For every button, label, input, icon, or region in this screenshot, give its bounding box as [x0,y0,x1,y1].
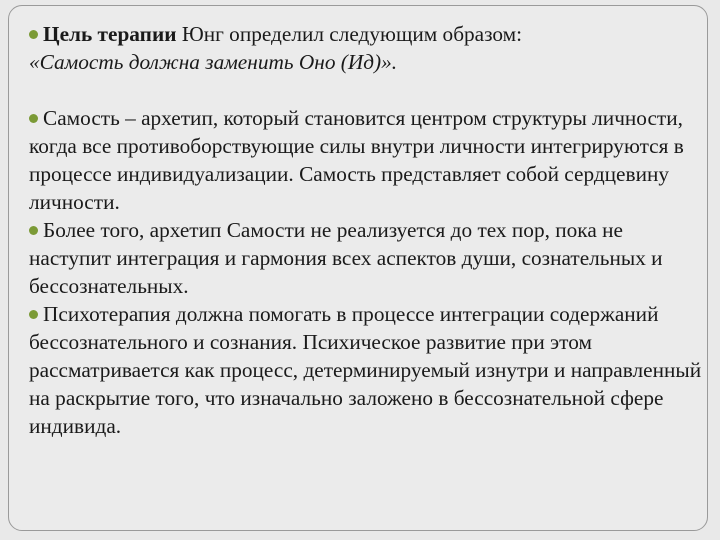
paragraph-spacer [29,76,705,104]
slide-frame [8,5,708,531]
therapy-goal-quote: «Самость должна заменить Оно (Ид)». [29,50,398,74]
slide-content [29,20,705,440]
bullet-icon [29,310,38,319]
paragraph-therapy-goal [29,20,705,76]
paragraph-integration [29,216,705,300]
psychotherapy-text: Психотерапия должна помогать в процессе интеграции содержаний бессознательного и сознания. Психическое развитие при этом рассматривается как процесс, детерминируемый изнутри и направленный на раскрытие того, что изначально заложено в бессознательной сфере индивида. [29,302,702,438]
bullet-icon [29,30,38,39]
therapy-goal-heading: Цель терапии [43,22,177,46]
paragraph-self-archetype [29,104,705,216]
integration-text: Более того, архетип Самости не реализуется до тех пор, пока не наступит интеграция и гармония всех аспектов души, сознательных и бессознательных. [29,218,663,298]
bullet-icon [29,226,38,235]
self-archetype-text: Самость – архетип, который становится центром структуры личности, когда все противоборствующие силы внутри личности интегрируются в процессе индивидуализации. Самость представляет собой сердцевину личности. [29,106,684,214]
paragraph-psychotherapy [29,300,705,440]
therapy-goal-text: Юнг определил следующим образом: [176,22,523,46]
bullet-icon [29,114,38,123]
